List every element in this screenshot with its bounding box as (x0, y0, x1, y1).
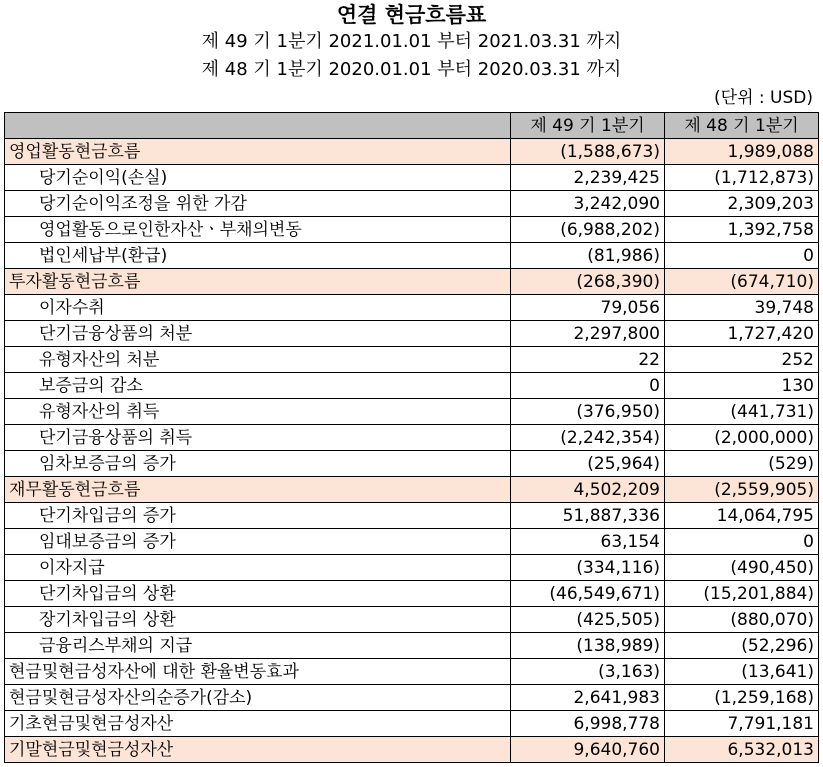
row-label: 보증금의 감소 (5, 373, 511, 399)
prior-period-value: (1,712,873) (665, 165, 819, 191)
row-label: 당기순이익(손실) (5, 165, 511, 191)
prior-period-value: (674,710) (665, 269, 819, 295)
prior-period-value: 0 (665, 243, 819, 269)
row-label: 기말현금및현금성자산 (5, 737, 511, 763)
cash-flow-table (4, 112, 819, 763)
current-period-value: 6,998,778 (511, 711, 665, 737)
prior-period-value: (1,259,168) (665, 685, 819, 711)
table-row (5, 425, 819, 451)
table-row (5, 737, 819, 763)
row-label: 재무활동현금흐름 (5, 477, 511, 503)
current-period-value: 2,239,425 (511, 165, 665, 191)
current-period-value: (46,549,671) (511, 581, 665, 607)
prior-period-value: (13,641) (665, 659, 819, 685)
table-row (5, 373, 819, 399)
prior-period-value: 39,748 (665, 295, 819, 321)
prior-period-value: 2,309,203 (665, 191, 819, 217)
row-label: 현금및현금성자산에 대한 환율변동효과 (5, 659, 511, 685)
row-label: 영업활동으로인한자산ㆍ부채의변동 (5, 217, 511, 243)
table-row (5, 607, 819, 633)
unit-label: (단위 : USD) (714, 88, 813, 108)
prior-period-value: 14,064,795 (665, 503, 819, 529)
row-label: 임차보증금의 증가 (5, 451, 511, 477)
prior-period-value: (880,070) (665, 607, 819, 633)
row-label: 현금및현금성자산의순증가(감소) (5, 685, 511, 711)
current-period-value: (268,390) (511, 269, 665, 295)
row-label: 장기차입금의 상환 (5, 607, 511, 633)
prior-period-value: 0 (665, 529, 819, 555)
prior-period-value: (490,450) (665, 555, 819, 581)
row-label: 이자수취 (5, 295, 511, 321)
row-label: 법인세납부(환급) (5, 243, 511, 269)
row-label: 투자활동현금흐름 (5, 269, 511, 295)
current-period-value: 63,154 (511, 529, 665, 555)
header-current-period: 제 49 기 1분기 (511, 113, 665, 139)
current-period-value: (81,986) (511, 243, 665, 269)
table-row (5, 503, 819, 529)
table-row (5, 711, 819, 737)
statement-title: 연결 현금흐름표 (336, 3, 487, 27)
prior-period-value: 7,791,181 (665, 711, 819, 737)
row-label: 단기금융상품의 처분 (5, 321, 511, 347)
row-label: 임대보증금의 증가 (5, 529, 511, 555)
table-row (5, 321, 819, 347)
table-row (5, 685, 819, 711)
current-period-value: 2,641,983 (511, 685, 665, 711)
current-period-value: (376,950) (511, 399, 665, 425)
table-row (5, 659, 819, 685)
prior-period-value: (2,559,905) (665, 477, 819, 503)
row-label: 단기차입금의 증가 (5, 503, 511, 529)
row-label: 금융리스부채의 지급 (5, 633, 511, 659)
prior-period-value: (529) (665, 451, 819, 477)
table-row (5, 295, 819, 321)
prior-period-value: 1,727,420 (665, 321, 819, 347)
period-current: 제 49 기 1분기 2021.01.01 부터 2021.03.31 까지 (201, 31, 622, 52)
row-label: 단기금융상품의 취득 (5, 425, 511, 451)
current-period-value: (2,242,354) (511, 425, 665, 451)
row-label: 유형자산의 취득 (5, 399, 511, 425)
prior-period-value: 252 (665, 347, 819, 373)
prior-period-value: (2,000,000) (665, 425, 819, 451)
prior-period-value: 1,989,088 (665, 139, 819, 165)
current-period-value: (25,964) (511, 451, 665, 477)
current-period-value: 3,242,090 (511, 191, 665, 217)
row-label: 영업활동현금흐름 (5, 139, 511, 165)
current-period-value: (138,989) (511, 633, 665, 659)
header-prior-period: 제 48 기 1분기 (665, 113, 819, 139)
table-row (5, 191, 819, 217)
table-body (5, 139, 819, 763)
table-row (5, 243, 819, 269)
table-row (5, 633, 819, 659)
prior-period-value: 130 (665, 373, 819, 399)
prior-period-value: (441,731) (665, 399, 819, 425)
current-period-value: (425,505) (511, 607, 665, 633)
table-header-row (5, 113, 819, 139)
current-period-value: (334,116) (511, 555, 665, 581)
row-label: 이자지급 (5, 555, 511, 581)
prior-period-value: 1,392,758 (665, 217, 819, 243)
row-label: 단기차입금의 상환 (5, 581, 511, 607)
current-period-value: (3,163) (511, 659, 665, 685)
table-row (5, 217, 819, 243)
table-row (5, 529, 819, 555)
header-label-column (5, 113, 511, 139)
table-row (5, 347, 819, 373)
prior-period-value: (52,296) (665, 633, 819, 659)
current-period-value: 22 (511, 347, 665, 373)
period-prior: 제 48 기 1분기 2020.01.01 부터 2020.03.31 까지 (201, 59, 622, 80)
table-row (5, 581, 819, 607)
current-period-value: (1,588,673) (511, 139, 665, 165)
current-period-value: 9,640,760 (511, 737, 665, 763)
prior-period-value: (15,201,884) (665, 581, 819, 607)
table-row (5, 165, 819, 191)
table-row (5, 269, 819, 295)
table-row (5, 477, 819, 503)
row-label: 당기순이익조정을 위한 가감 (5, 191, 511, 217)
table-row (5, 555, 819, 581)
current-period-value: (6,988,202) (511, 217, 665, 243)
table-row (5, 399, 819, 425)
current-period-value: 79,056 (511, 295, 665, 321)
current-period-value: 0 (511, 373, 665, 399)
prior-period-value: 6,532,013 (665, 737, 819, 763)
current-period-value: 4,502,209 (511, 477, 665, 503)
table-row (5, 451, 819, 477)
table-row (5, 139, 819, 165)
current-period-value: 2,297,800 (511, 321, 665, 347)
row-label: 유형자산의 처분 (5, 347, 511, 373)
row-label: 기초현금및현금성자산 (5, 711, 511, 737)
current-period-value: 51,887,336 (511, 503, 665, 529)
